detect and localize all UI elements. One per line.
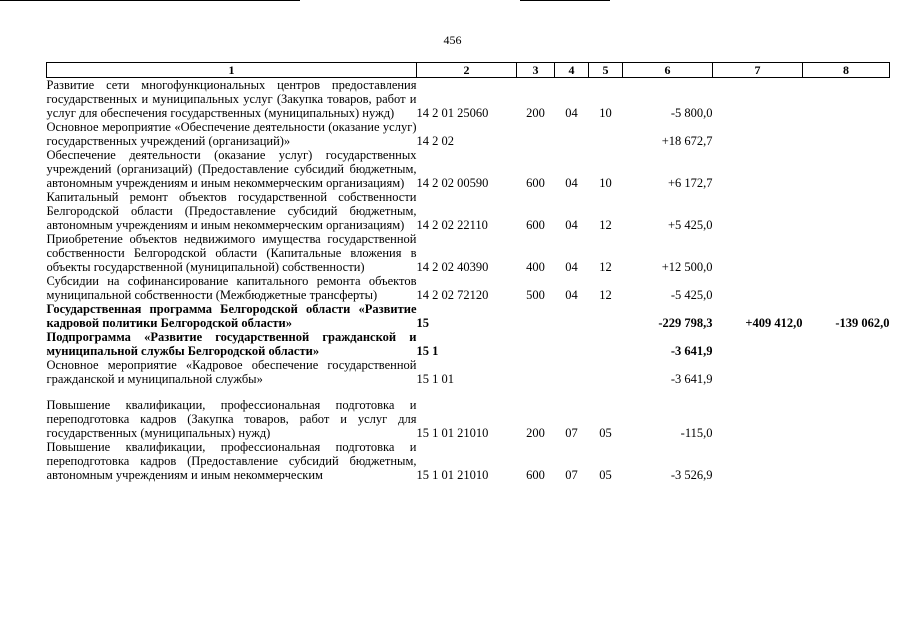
header-col-8: 8 [803, 63, 890, 78]
row-amount-col7 [713, 232, 803, 274]
row-amount-col7 [713, 148, 803, 190]
row-subsection: 05 [599, 426, 612, 440]
row-section: 04 [565, 288, 578, 302]
row-amount-col8: -139 062,0 [835, 316, 890, 330]
header-col-7: 7 [713, 63, 803, 78]
row-subsection [589, 358, 623, 386]
row-name: Подпрограмма «Развитие государственной гражданской и муниципальной службы Белгородской области» [46, 330, 417, 358]
row-amount-col7 [713, 120, 803, 148]
row-amount-col6: -5 800,0 [670, 106, 713, 120]
row-amount-col7: +409 412,0 [745, 316, 803, 330]
row-amount-col7 [713, 190, 803, 232]
header-col-6: 6 [623, 63, 713, 78]
row-code: 15 1 01 [416, 372, 454, 386]
row-subsection: 10 [599, 176, 612, 190]
row-section: 07 [565, 426, 578, 440]
row-expense-type: 200 [526, 426, 545, 440]
row-amount-col8 [803, 330, 890, 358]
row-code: 15 1 01 21010 [416, 426, 489, 440]
row-subsection: 05 [599, 468, 612, 482]
row-code: 14 2 02 00590 [416, 176, 489, 190]
row-name: Развитие сети многофункциональных центров предоставления государственных и муниципальных услуг (Закупка товаров, работ и услуг для обеспечения государственных (муниципальных) нужд) [46, 78, 417, 120]
row-code: 14 2 02 [416, 134, 454, 148]
row-amount-col6: +12 500,0 [661, 260, 713, 274]
row-amount-col8 [803, 120, 890, 148]
header-col-1: 1 [47, 63, 417, 78]
row-code: 15 1 [416, 344, 439, 358]
row-code: 14 2 02 22110 [416, 218, 488, 232]
header-col-2: 2 [417, 63, 517, 78]
table-row [47, 440, 890, 482]
row-expense-type: 500 [526, 288, 545, 302]
row-amount-col8 [803, 274, 890, 302]
top-rule-right [520, 0, 610, 1]
row-name: Государственная программа Белгородской области «Развитие кадровой политики Белгородской области» [46, 302, 417, 330]
row-expense-type [517, 302, 555, 330]
row-name: Основное мероприятие «Обеспечение деятельности (оказание услуг) государственных учреждений (организаций)» [46, 120, 417, 148]
row-code: 14 2 02 40390 [416, 260, 489, 274]
spacer-cell [47, 386, 890, 398]
row-expense-type: 600 [526, 176, 545, 190]
row-name: Субсидии на софинансирование капитального ремонта объектов муниципальной собственности (Межбюджетные трансферты) [46, 274, 417, 302]
row-expense-type: 200 [526, 106, 545, 120]
row-subsection [589, 302, 623, 330]
row-amount-col8 [803, 232, 890, 274]
row-subsection: 12 [599, 260, 612, 274]
row-amount-col6: -3 526,9 [670, 468, 713, 482]
row-section: 04 [565, 106, 578, 120]
table-row [47, 148, 890, 190]
row-expense-type [517, 330, 555, 358]
row-amount-col8 [803, 78, 890, 121]
row-amount-col8 [803, 190, 890, 232]
row-section [555, 330, 589, 358]
row-expense-type [517, 358, 555, 386]
row-amount-col7 [713, 274, 803, 302]
row-subsection [589, 330, 623, 358]
row-section [555, 302, 589, 330]
row-amount-col7 [713, 398, 803, 440]
row-amount-col7 [713, 440, 803, 482]
page-number: 456 [443, 33, 462, 47]
row-section [555, 358, 589, 386]
header-col-5: 5 [589, 63, 623, 78]
row-amount-col8 [803, 440, 890, 482]
row-code: 15 1 01 21010 [416, 468, 489, 482]
table-row [47, 398, 890, 440]
table-row [47, 120, 890, 148]
row-expense-type [517, 120, 555, 148]
table-row [47, 274, 890, 302]
row-amount-col8 [803, 358, 890, 386]
row-expense-type: 600 [526, 468, 545, 482]
row-amount-col7 [713, 358, 803, 386]
row-amount-col6: -3 641,9 [670, 344, 713, 358]
row-amount-col7 [713, 330, 803, 358]
table-row [47, 190, 890, 232]
row-name: Приобретение объектов недвижимого имущества государственной собственности Белгородской области (Капитальные вложения в объекты государственной (муниципальной) собственности) [46, 232, 417, 274]
table-row [47, 232, 890, 274]
row-subsection [589, 120, 623, 148]
row-amount-col7 [713, 78, 803, 121]
row-amount-col8 [803, 148, 890, 190]
table-row [47, 358, 890, 386]
table-row [47, 330, 890, 358]
row-amount-col6: -115,0 [680, 426, 713, 440]
row-expense-type: 400 [526, 260, 545, 274]
row-section: 04 [565, 218, 578, 232]
row-subsection: 10 [599, 106, 612, 120]
row-section: 04 [565, 260, 578, 274]
row-amount-col8 [803, 398, 890, 440]
top-rule-left [0, 0, 300, 1]
row-section: 07 [565, 468, 578, 482]
row-amount-col6: +5 425,0 [667, 218, 713, 232]
row-amount-col6: -5 425,0 [670, 288, 713, 302]
header-col-3: 3 [517, 63, 555, 78]
row-section [555, 120, 589, 148]
budget-table [46, 62, 890, 482]
row-code: 14 2 02 72120 [416, 288, 489, 302]
row-amount-col6: +18 672,7 [661, 134, 713, 148]
row-subsection: 12 [599, 288, 612, 302]
row-code: 15 [416, 316, 429, 330]
row-subsection: 12 [599, 218, 612, 232]
row-amount-col6: +6 172,7 [667, 176, 713, 190]
table-row [47, 302, 890, 330]
row-name: Повышение квалификации, профессиональная подготовка и переподготовка кадров (Предоставление субсидий бюджетным, автономным учреждениям и иным некоммерческим [46, 440, 417, 482]
row-name: Обеспечение деятельности (оказание услуг) государственных учреждений (организаций) (Предоставление субсидий бюджетным, автономным учреждениям и иным некоммерческим организациям) [46, 148, 417, 190]
row-amount-col6: -3 641,9 [670, 372, 713, 386]
spacer-row [47, 386, 890, 398]
header-row [47, 63, 890, 78]
row-name: Повышение квалификации, профессиональная подготовка и переподготовка кадров (Закупка товаров, работ и услуг для государственных (муниципальных) нужд) [46, 398, 417, 440]
row-section: 04 [565, 176, 578, 190]
header-col-4: 4 [555, 63, 589, 78]
row-name: Капитальный ремонт объектов государственной собственности Белгородской области (Предоставление субсидий бюджетным, автономным учреждениям и иным некоммерческим организациям) [46, 190, 417, 232]
row-expense-type: 600 [526, 218, 545, 232]
table-row [47, 78, 890, 121]
row-code: 14 2 01 25060 [416, 106, 489, 120]
row-name: Основное мероприятие «Кадровое обеспечение государственной гражданской и муниципальной службы» [46, 358, 417, 386]
row-amount-col6: -229 798,3 [658, 316, 713, 330]
